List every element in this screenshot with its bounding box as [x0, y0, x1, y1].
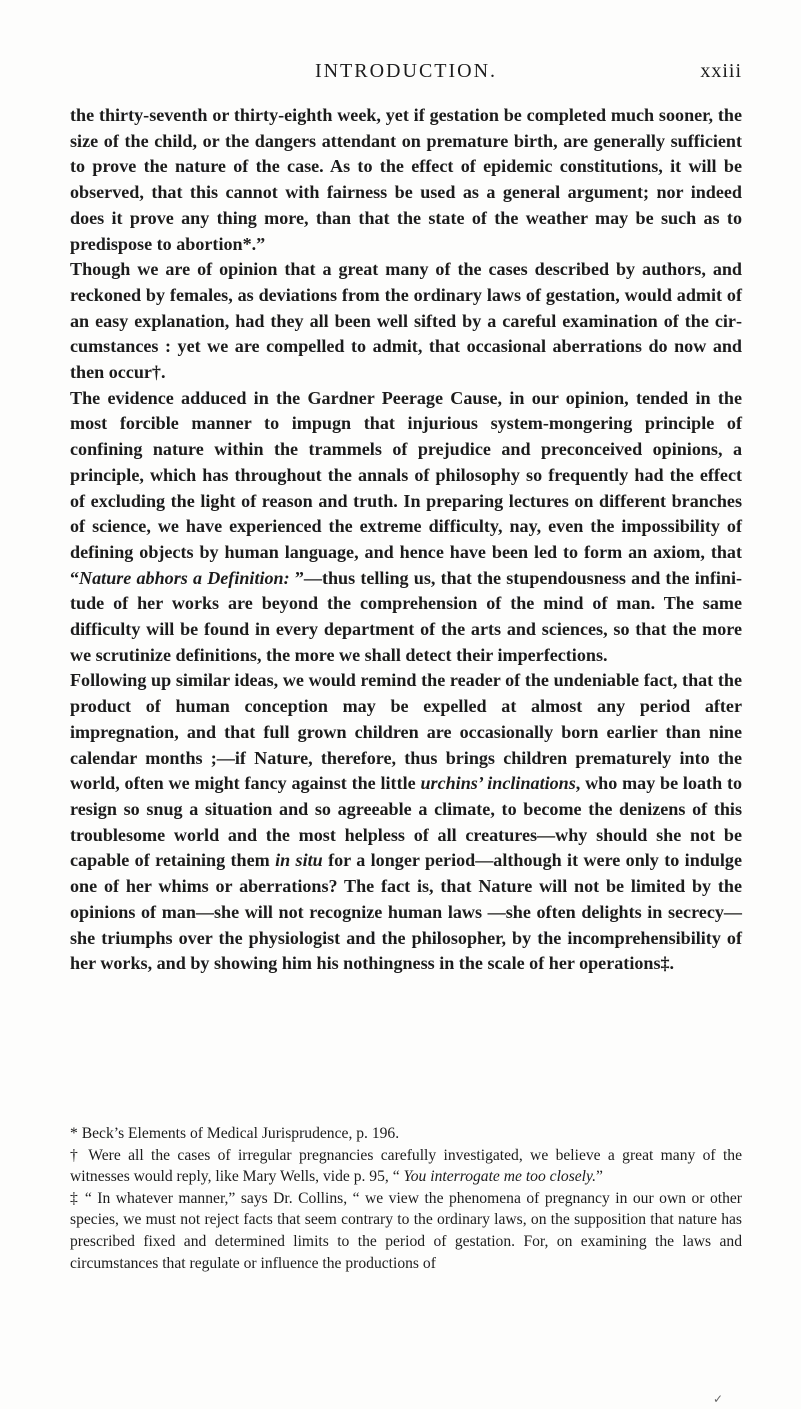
footnote-3-text: “ In whatever manner,” says Dr. Collins, “ we view the phenomena of pregnancy in our own or other species, we must not reject facts that seem contrary to the ordinary laws, on the supposition that nature has prescribed fixed and determined limits to the period of gestation. For, on examining the laws and circumstances that regulate or influence the productions of	[70, 1189, 742, 1272]
paragraph-4	[70, 668, 742, 976]
paragraph-4-italic-1: urchins’ inclinations	[420, 773, 576, 794]
footnote-1	[70, 1123, 742, 1145]
running-title: INTRODUCTION.	[314, 60, 498, 82]
paragraph-1-end: .”	[251, 233, 266, 254]
footnote-2-mark: †	[70, 1146, 82, 1164]
footnote-2	[70, 1145, 742, 1188]
paragraph-4-text-2: , who may be loath to resign so snug a situation and so agreeable a climate, to become the denizens of this troublesome world and the most helpless of all creatures—why should she not be capable of retaining them	[70, 773, 743, 871]
footnotes	[70, 1123, 742, 1274]
paragraph-3	[70, 386, 742, 669]
footnote-2-end: ”	[595, 1168, 603, 1186]
page-number: xxiii	[700, 60, 742, 82]
footnote-ref-3: ‡	[660, 953, 670, 974]
paragraph-2-text: Though we are of opinion that a great many of the cases described by authors, and reckoned by females, as deviations from the ordinary laws of gestation, would admit of an easy explanation, had they all been well sifted by a careful examination of the circumstances : yet we are compelled to admit, that occasional aberrations do now and then occur	[70, 259, 742, 383]
stray-pencil-mark: ✓	[713, 1392, 724, 1406]
main-text	[70, 103, 742, 977]
footnote-3-mark: ‡	[70, 1189, 80, 1207]
paragraph-2	[70, 257, 742, 386]
paragraph-3-text-2: ”—thus telling us, that the stupendousness and the infinitude of her works are beyond the comprehension of the mind of man. The same difficulty will be found in every department of the arts and sciences, so that the more we scrutinize definitions, the more we shall detect their imperfections.	[70, 567, 743, 665]
footnote-ref-1: *	[242, 233, 252, 254]
paragraph-1	[70, 103, 742, 257]
running-head	[70, 60, 742, 90]
paragraph-4-text: Following up similar ideas, we would remind the reader of the undeniable fact, that the product of human conception may be expelled at almost any period after impregnation, and that full grown children are occasionally born earlier than nine calendar months ;—if Nature, therefore, thus brings children prematurely into the world, often we might fancy against the little	[70, 670, 742, 794]
paragraph-1-text: the thirty-seventh or thirty-eighth week, yet if gestation be completed much sooner, the size of the child, or the dangers attendant on premature birth, are generally sufficient to prove the nature of the case. As to the effect of epidemic constitutions, it will be observed, that this cannot with fairness be used as a general argument; nor indeed does it prove any thing more, than that the state of the weather may be such as to predispose to abortion	[70, 105, 742, 254]
paragraph-3-text: The evidence adduced in the Gardner Peerage Cause, in our opinion, tended in the most forcible manner to impugn that injurious system-mongering principle of confining nature within the trammels of prejudice and preconceived opinions, a principle, which has throughout the annals of philosophy so frequently had the effect of excluding the light of reason and truth. In preparing lectures on different branches of science, we have experienced the extreme difficulty, nay, even the impossibility of defining objects by human language, and hence have been led to form an axiom, that “	[70, 387, 742, 588]
paragraph-2-end: .	[160, 362, 166, 383]
footnote-1-mark: *	[70, 1125, 78, 1142]
footnote-2-italic: You interrogate me too closely.	[399, 1168, 596, 1186]
footnote-ref-2: †	[151, 362, 161, 383]
footnote-3	[70, 1188, 742, 1274]
paragraph-4-text-3: for a longer period—although it were only to indulge one of her whims or aberrations? The fact is, that Nature will not be limited by the opinions of man—she will not recognize human laws —she often delights in secrecy—she triumphs over the physiologist and the philosopher, by the incomprehensibility of her works, and by showing him his nothingness in the scale of her operations	[70, 850, 742, 974]
paragraph-4-end: .	[669, 953, 675, 974]
paragraph-3-italic: Nature abhors a Definition:	[79, 567, 290, 588]
paragraph-4-italic-2: in situ	[275, 850, 323, 871]
footnote-1-text: Beck’s Elements of Medical Jurisprudence, p. 196.	[77, 1125, 400, 1142]
footnote-2-text: Were all the cases of irregular pregnancies carefully investigated, we believe a great many of the witnesses would reply, like Mary Wells, vide p. 95, “	[70, 1146, 743, 1186]
